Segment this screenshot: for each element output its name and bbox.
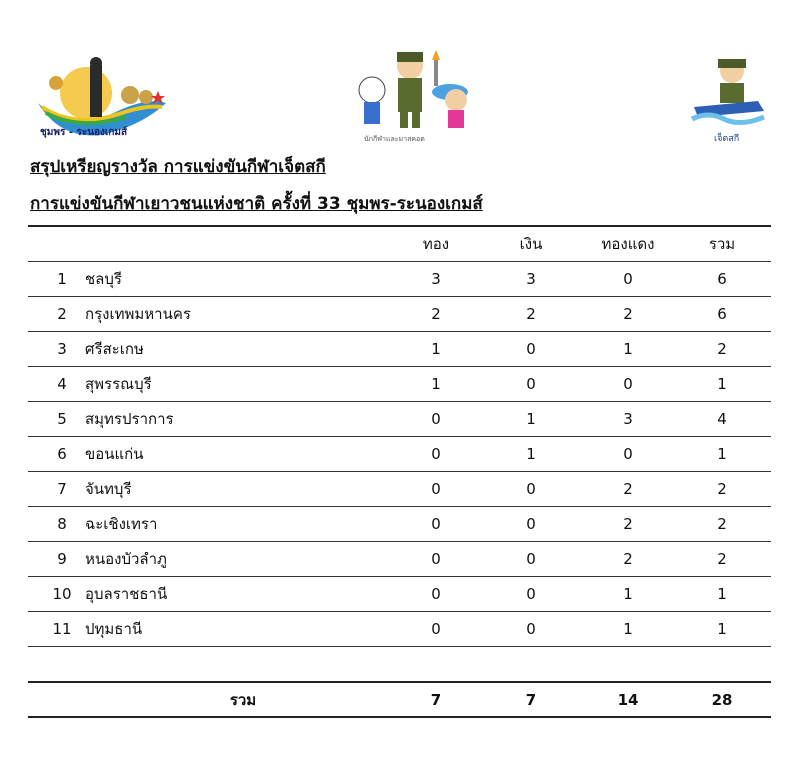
rank: 4 [57, 375, 67, 393]
rank: 3 [57, 340, 67, 358]
totals-label: รวม [229, 690, 257, 709]
rank: 5 [57, 410, 67, 428]
total-count: 2 [717, 550, 727, 568]
total-count: 6 [717, 270, 727, 288]
mascots-image [350, 50, 480, 145]
province: จันทบุรี [85, 480, 132, 498]
silver-count: 1 [526, 445, 536, 463]
total-count: 1 [717, 585, 727, 603]
bronze-count: 2 [623, 305, 633, 323]
gold-count: 0 [431, 515, 441, 533]
gold-count: 0 [431, 620, 441, 638]
bronze-count: 2 [623, 480, 633, 498]
total-count: 1 [717, 620, 727, 638]
total-count: 4 [717, 410, 727, 428]
rank: 1 [57, 270, 67, 288]
silver-count: 0 [526, 585, 536, 603]
bronze-count: 2 [623, 550, 633, 568]
total-all: 28 [711, 690, 733, 709]
rank: 10 [52, 585, 72, 603]
bronze-count: 1 [623, 340, 633, 358]
gold-count: 3 [431, 270, 441, 288]
province: ชลบุรี [85, 270, 122, 288]
province: สุพรรณบุรี [85, 375, 152, 393]
gold-count: 0 [431, 445, 441, 463]
silver-count: 0 [526, 550, 536, 568]
bronze-count: 3 [623, 410, 633, 428]
total-bronze: 14 [617, 690, 639, 709]
gold-count: 2 [431, 305, 441, 323]
bronze-count: 0 [623, 375, 633, 393]
province: ปทุมธานี [85, 620, 143, 638]
total-count: 2 [717, 340, 727, 358]
games-logo [30, 55, 170, 150]
table-row [28, 332, 771, 367]
header-silver: เงิน [519, 235, 543, 253]
bronze-count: 2 [623, 515, 633, 533]
bronze-count: 0 [623, 445, 633, 463]
province: ขอนแก่น [85, 445, 144, 463]
gold-count: 0 [431, 585, 441, 603]
totals-row [28, 683, 771, 718]
table-row [28, 507, 771, 542]
silver-count: 2 [526, 305, 536, 323]
empty-row [28, 647, 771, 683]
summary-title: สรุปเหรียญรางวัล การแข่งขันกีฬาเจ็ตสกี [30, 157, 326, 177]
table-row [28, 542, 771, 577]
total-count: 1 [717, 445, 727, 463]
rank: 7 [57, 480, 67, 498]
games-logo-caption: ชุมพร - ระนองเกมส์ [40, 127, 128, 138]
table-row [28, 297, 771, 332]
province: หนองบัวลำภู [85, 550, 167, 568]
table-row [28, 437, 771, 472]
silver-count: 0 [526, 480, 536, 498]
header-total: รวม [708, 235, 736, 253]
province: อุบลราชธานี [85, 585, 168, 603]
total-silver: 7 [525, 690, 537, 709]
table-row [28, 402, 771, 437]
rank: 8 [57, 515, 67, 533]
table-row [28, 262, 771, 297]
total-count: 1 [717, 375, 727, 393]
silver-count: 0 [526, 375, 536, 393]
total-count: 6 [717, 305, 727, 323]
jetski-caption: เจ็ตสกี [714, 134, 740, 144]
gold-count: 1 [431, 340, 441, 358]
rank: 6 [57, 445, 67, 463]
gold-count: 1 [431, 375, 441, 393]
medal-table [28, 225, 771, 718]
table-row [28, 577, 771, 612]
silver-count: 0 [526, 340, 536, 358]
table-row [28, 367, 771, 402]
bronze-count: 1 [623, 585, 633, 603]
silver-count: 0 [526, 515, 536, 533]
header-bronze: ทองแดง [601, 235, 655, 253]
province: ฉะเชิงเทรา [85, 515, 158, 533]
jetski-sport-icon [688, 55, 768, 147]
bronze-count: 1 [623, 620, 633, 638]
silver-count: 0 [526, 620, 536, 638]
table-row [28, 612, 771, 647]
gold-count: 0 [431, 410, 441, 428]
gold-count: 0 [431, 550, 441, 568]
province: สมุทรปราการ [85, 410, 174, 428]
bronze-count: 0 [623, 270, 633, 288]
gold-count: 0 [431, 480, 441, 498]
event-subtitle: การแข่งขันกีฬาเยาวชนแห่งชาติ ครั้งที่ 33 ชุมพร-ระนองเกมส์ [30, 194, 483, 214]
table-header-row [28, 225, 771, 262]
mascots-caption: นักกีฬาและมาสคอต [364, 135, 425, 143]
province: กรุงเทพมหานคร [85, 305, 191, 323]
province: ศรีสะเกษ [85, 340, 144, 358]
header-gold: ทอง [422, 235, 450, 253]
total-count: 2 [717, 515, 727, 533]
silver-count: 3 [526, 270, 536, 288]
total-count: 2 [717, 480, 727, 498]
table-row [28, 472, 771, 507]
total-gold: 7 [430, 690, 442, 709]
silver-count: 1 [526, 410, 536, 428]
rank: 11 [52, 620, 72, 638]
rank: 9 [57, 550, 67, 568]
rank: 2 [57, 305, 67, 323]
